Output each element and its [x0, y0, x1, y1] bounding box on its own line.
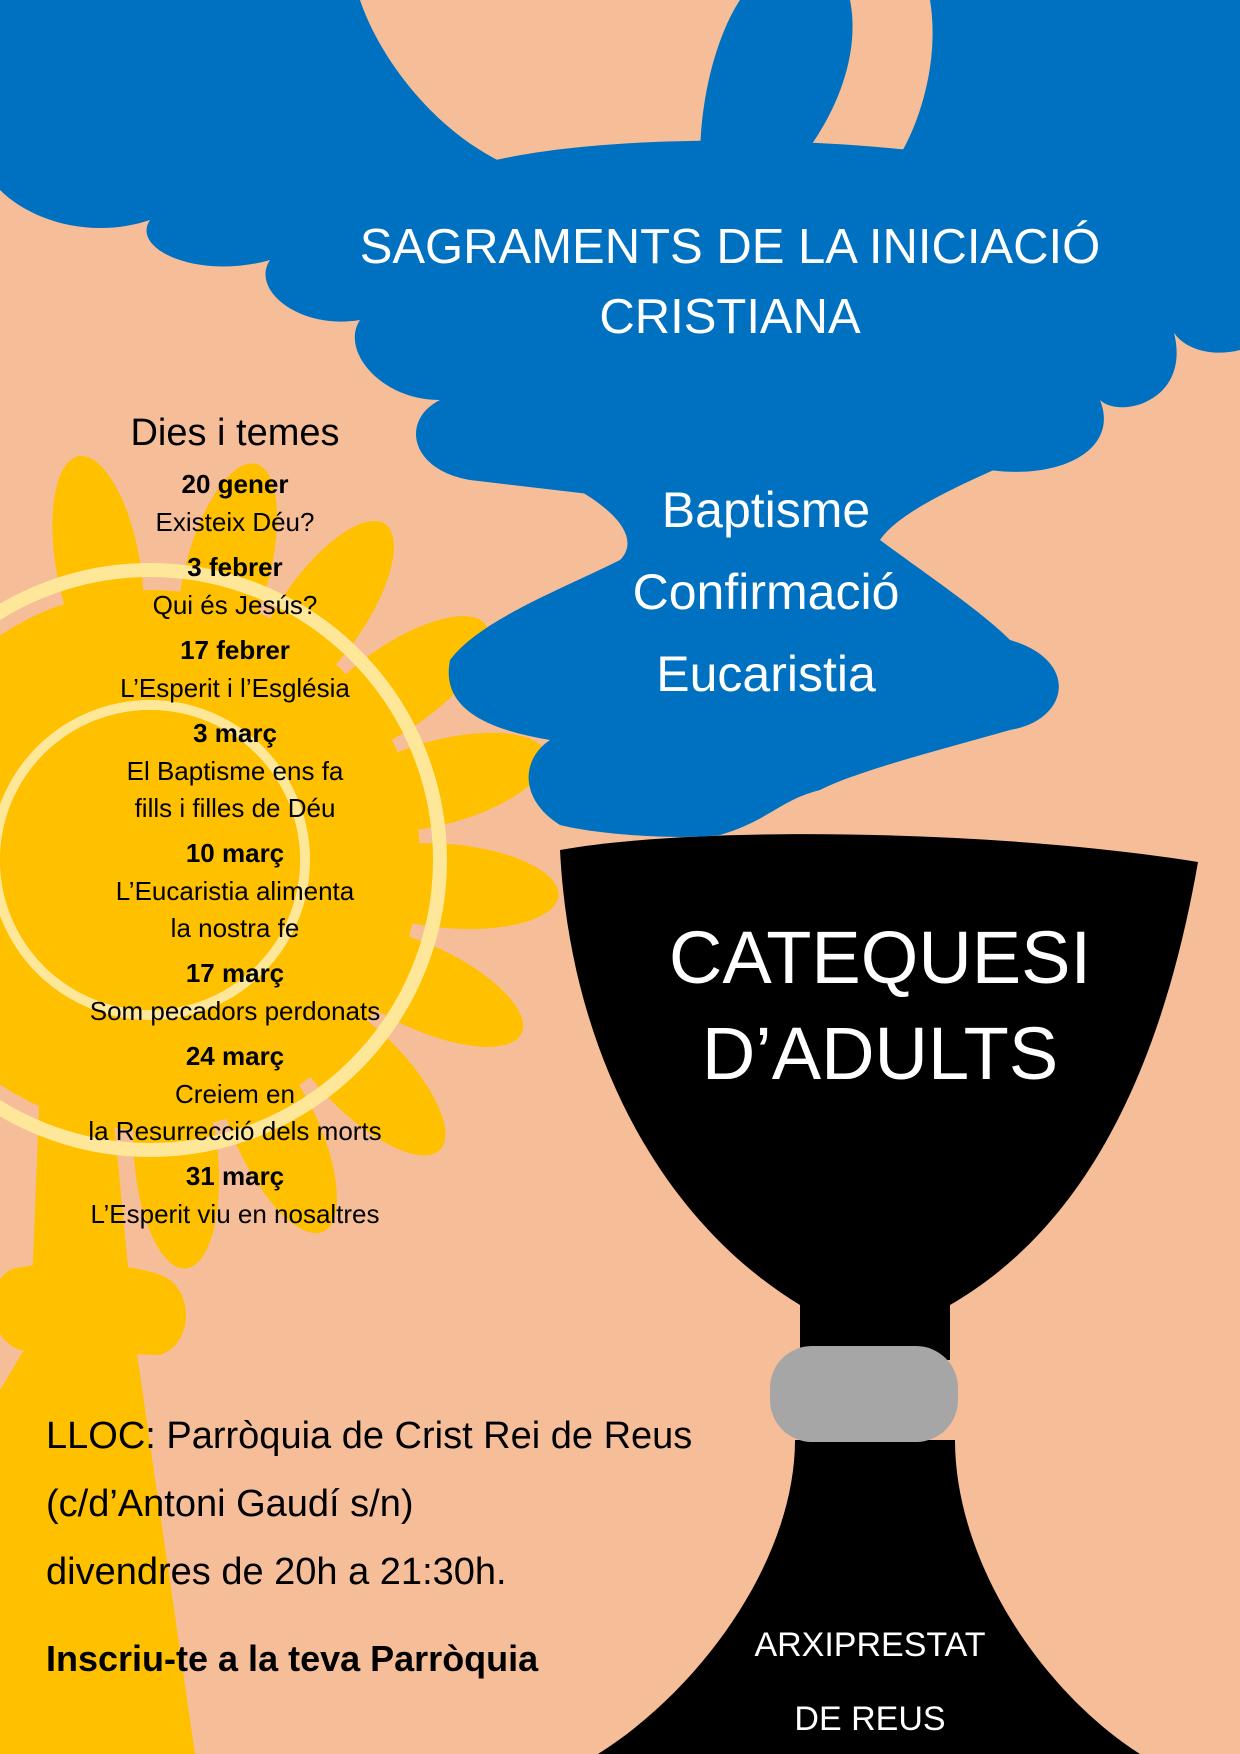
schedule-heading: Dies i temes	[130, 412, 340, 454]
monstrance-knot	[0, 1263, 186, 1355]
schedule-date: 3 febrer	[187, 552, 283, 582]
schedule	[40, 408, 430, 1239]
schedule-date: 17 febrer	[180, 635, 290, 665]
schedule-topic	[40, 873, 430, 947]
chalice-band	[770, 1346, 958, 1442]
schedule-topic-line: la Resurrecció dels morts	[88, 1116, 382, 1146]
schedule-topic-line: Qui és Jesús?	[152, 590, 318, 620]
archpriest-line-2: DE REUS	[794, 1700, 946, 1738]
schedule-date: 20 gener	[181, 469, 289, 499]
archpriest-name	[720, 1608, 1020, 1754]
schedule-date: 3 març	[193, 718, 277, 748]
sacrament-eucharist: Eucaristia	[656, 646, 876, 702]
schedule-topic-line: L’Esperit viu en nosaltres	[90, 1199, 380, 1229]
schedule-topic	[40, 993, 430, 1030]
venue-info	[46, 1402, 746, 1606]
schedule-topic-line: El Baptisme ens fa	[126, 756, 344, 786]
schedule-date: 31 març	[185, 1161, 285, 1191]
schedule-topic-line: L’Esperit i l’Església	[120, 673, 350, 703]
schedule-topic-line: fills i filles de Déu	[134, 793, 336, 823]
poster-title-line-2: CRISTIANA	[599, 290, 861, 344]
schedule-topic-line: la nostra fe	[170, 913, 300, 943]
poster-title-line-1: SAGRAMENTS DE LA INICIACIÓ	[359, 220, 1101, 274]
schedule-topic	[40, 504, 430, 541]
schedule-topic	[40, 587, 430, 624]
poster-title	[300, 212, 1160, 352]
schedule-topic-line: Som pecadors perdonats	[89, 996, 381, 1026]
sacrament-baptism: Baptisme	[661, 482, 871, 538]
schedule-topic	[40, 670, 430, 707]
signup-call: Inscriu-te a la teva Parròquia	[46, 1638, 539, 1679]
schedule-topic	[40, 1076, 430, 1150]
schedule-topic	[40, 1196, 430, 1233]
program-title-line-1: CATEQUESI	[668, 916, 1092, 999]
venue-line-2: (c/d’Antoni Gaudí s/n)	[46, 1483, 414, 1525]
dove-head	[700, 0, 853, 160]
archpriest-line-1: ARXIPRESTAT	[754, 1626, 986, 1664]
schedule-topic	[40, 753, 430, 827]
schedule-topic-line: Existeix Déu?	[155, 507, 315, 537]
program-title	[580, 910, 1180, 1102]
schedule-topic-line: L’Eucaristia alimenta	[115, 876, 355, 906]
schedule-topic-line: Creiem en	[175, 1079, 295, 1109]
venue-line-3: divendres de 20h a 21:30h.	[46, 1551, 507, 1593]
schedule-date: 10 març	[185, 838, 285, 868]
schedule-list	[40, 464, 430, 1233]
schedule-date: 17 març	[185, 958, 285, 988]
sacrament-confirmation: Confirmació	[632, 564, 900, 620]
schedule-date: 24 març	[185, 1041, 285, 1071]
venue-line-1: LLOC: Parròquia de Crist Rei de Reus	[46, 1415, 693, 1457]
program-title-line-2: D’ADULTS	[701, 1012, 1059, 1095]
